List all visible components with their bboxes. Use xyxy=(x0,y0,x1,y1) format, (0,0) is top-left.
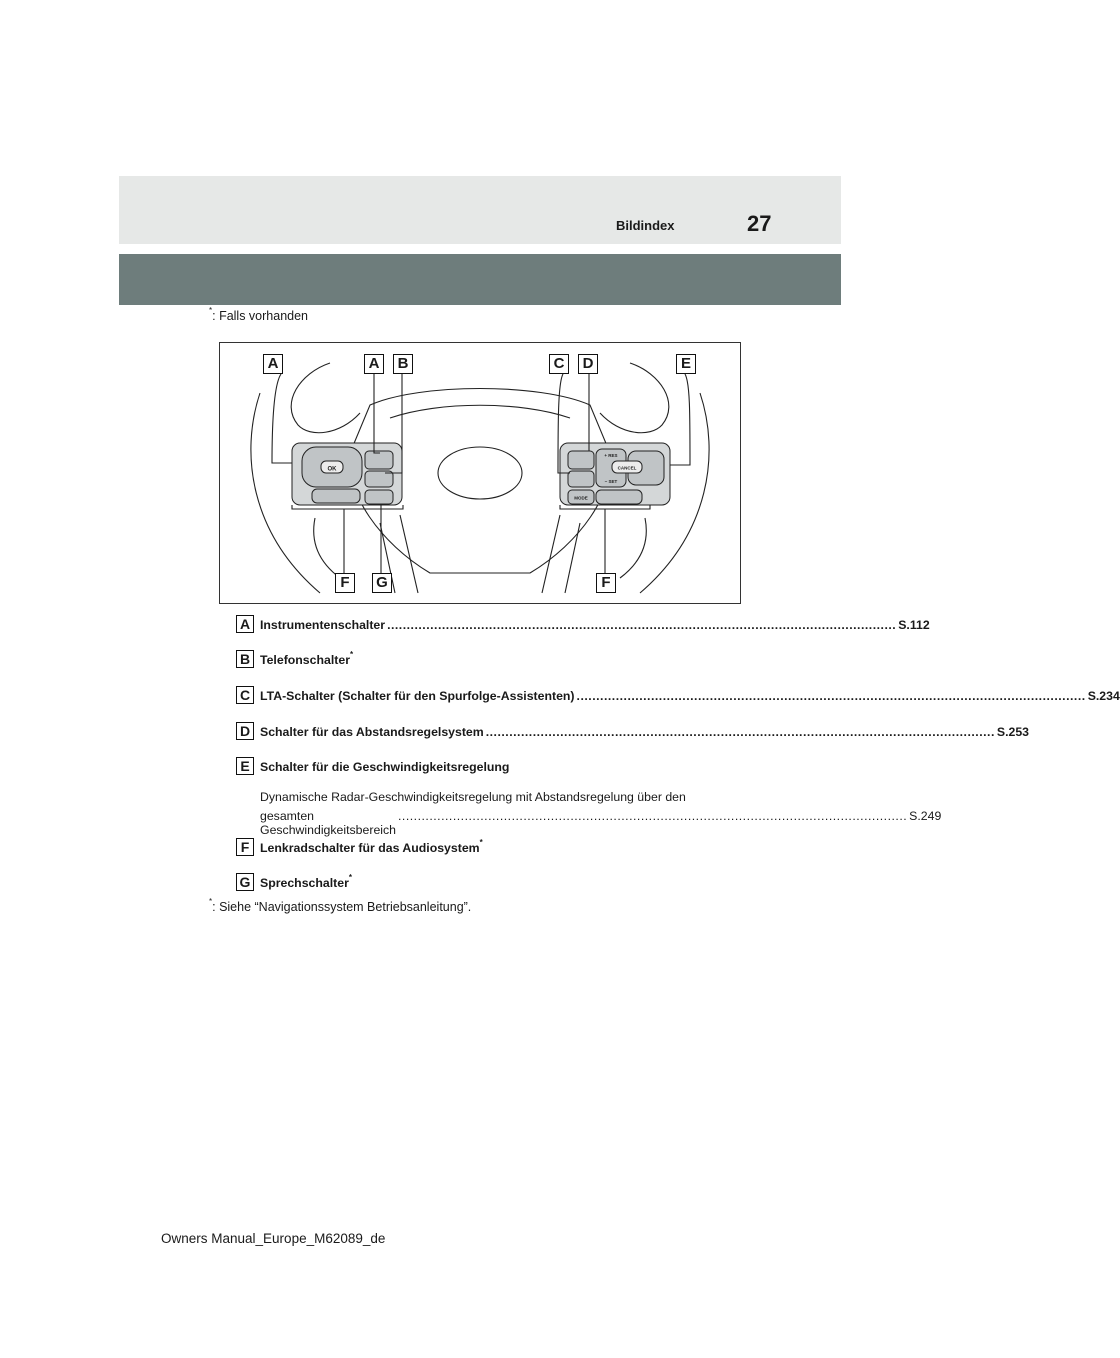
page-reference[interactable]: S.112 xyxy=(898,618,930,632)
svg-text:− SET: − SET xyxy=(604,479,618,484)
legend-title: LTA-Schalter (Schalter für den Spurfolge-Assistenten) xyxy=(260,689,575,703)
callout-A: A xyxy=(364,354,384,374)
legend-letter: F xyxy=(236,838,254,856)
legend-title: Lenkradschalter für das Audiosystem xyxy=(260,841,480,855)
legend-title: Schalter für die Geschwindigkeitsregelung xyxy=(260,760,510,774)
legend-title: Instrumentenschalter xyxy=(260,618,386,632)
page-reference[interactable]: S.253 xyxy=(996,725,1030,739)
callout-G: G xyxy=(372,573,392,593)
legend-title: Telefonschalter xyxy=(260,653,350,667)
footer-text: Owners Manual_Europe_M62089_de xyxy=(161,1231,386,1246)
ok-button-label: OK xyxy=(327,466,337,473)
legend-title: Schalter für das Abstandsregelsystem xyxy=(260,725,484,739)
footnote-bottom: *: Siehe “Navigationssystem Betriebsanleitung”. xyxy=(209,897,472,914)
callout-E: E xyxy=(676,354,696,374)
page-reference[interactable]: S.249 xyxy=(909,809,942,823)
legend-letter: C xyxy=(236,686,254,704)
svg-text:CANCEL: CANCEL xyxy=(617,465,637,471)
footnote-top: *: Falls vorhanden xyxy=(209,306,309,323)
legend-description: gesamten Geschwindigkeitsbereich .................................................................................................................................. S.249 xyxy=(260,809,942,837)
steering-wheel-figure xyxy=(219,342,741,604)
left-switch-cluster xyxy=(292,443,402,505)
legend-letter: D xyxy=(236,722,254,740)
steering-wheel-illustration xyxy=(220,343,740,603)
callout-A: A xyxy=(263,354,283,374)
page-number: 27 xyxy=(747,211,772,236)
callout-C: C xyxy=(549,354,569,374)
callout-F: F xyxy=(335,573,355,593)
svg-text:MODE: MODE xyxy=(574,495,588,501)
section-title: Bildindex xyxy=(616,218,675,233)
legend-letter: E xyxy=(236,757,254,775)
callout-F: F xyxy=(596,573,616,593)
center-emblem xyxy=(438,447,522,499)
callout-B: B xyxy=(393,354,413,374)
legend-letter: B xyxy=(236,650,254,668)
svg-text:+ RES: + RES xyxy=(604,453,618,458)
legend-description: Dynamische Radar-Geschwindigkeitsregelung mit Abstandsregelung über den xyxy=(260,790,686,804)
legend-letter: A xyxy=(236,615,254,633)
header-band xyxy=(119,176,841,244)
title-band xyxy=(119,254,841,305)
page-reference[interactable]: S.234 xyxy=(1087,689,1120,703)
legend-title: Sprechschalter xyxy=(260,876,349,890)
legend-letter: G xyxy=(236,873,254,891)
callout-D: D xyxy=(578,354,598,374)
